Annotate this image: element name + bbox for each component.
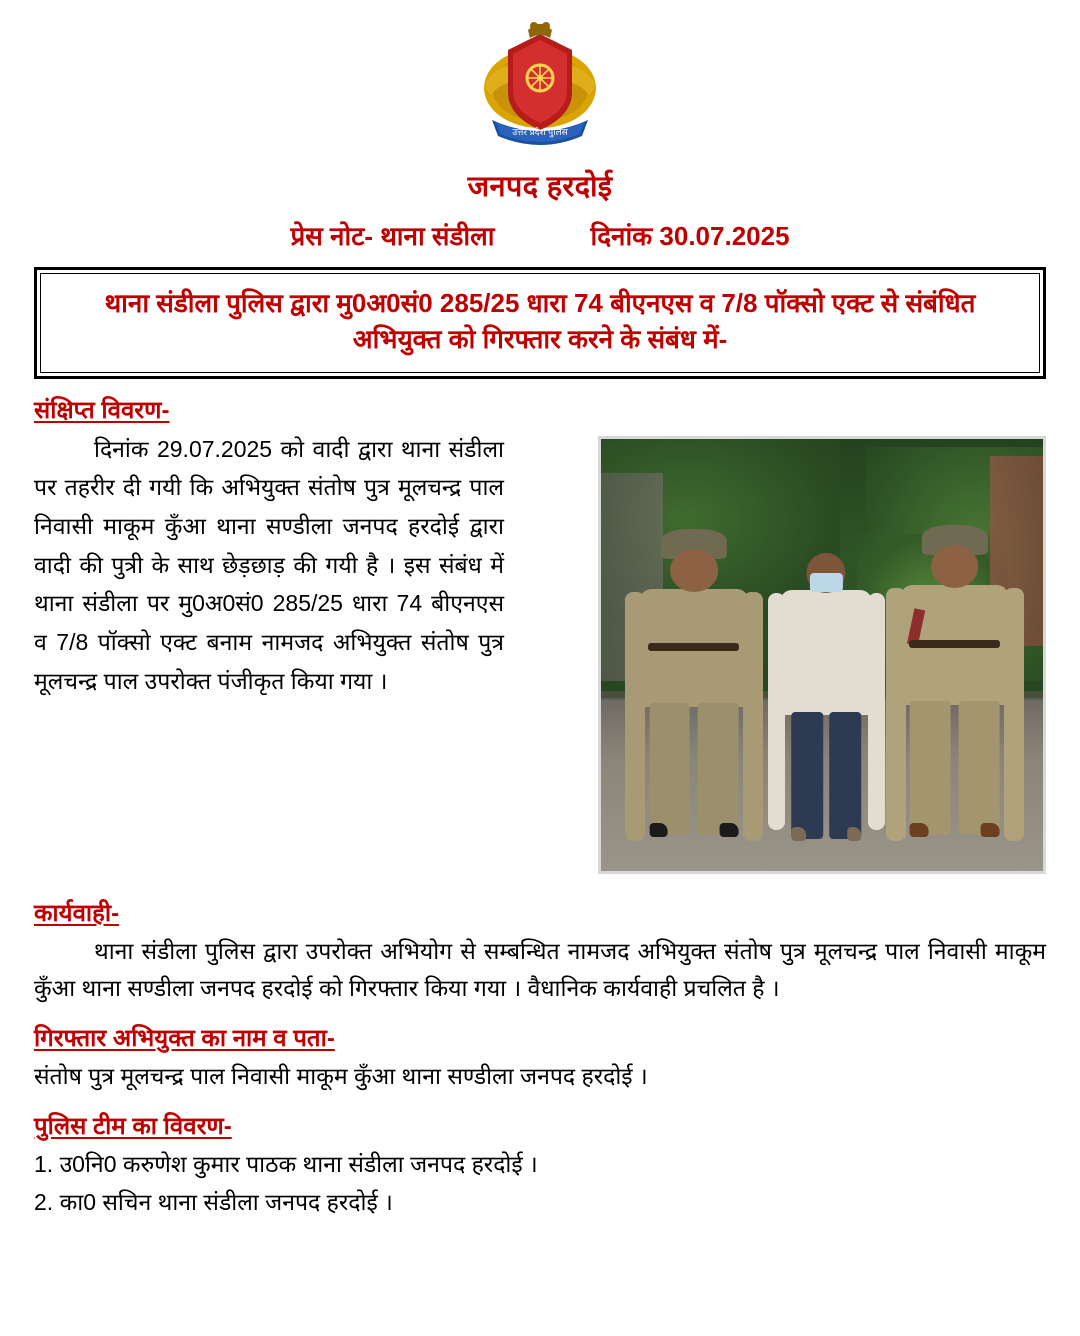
- headline-text: थाना संडीला पुलिस द्वारा मु0अ0सं0 285/25 धारा 74 बीएनएस व 7/8 पॉक्सो एक्ट से संबंधित अभियुक्त को गिरफ्तार करने के संबंध में-: [40, 273, 1040, 373]
- police-officer-left: [628, 529, 761, 857]
- police-team-list: [34, 1146, 1046, 1221]
- summary-section: [34, 393, 1046, 882]
- district-title: जनपद हरदोई: [467, 171, 613, 203]
- emblem-container: [34, 10, 1046, 164]
- arrest-photo: [598, 436, 1046, 874]
- summary-heading: संक्षिप्त विवरण-: [34, 396, 170, 424]
- action-heading: कार्यवाही-: [34, 899, 120, 927]
- team-heading: पुलिस टीम का विवरण-: [34, 1113, 232, 1141]
- header-subtitle-row: [34, 217, 1046, 253]
- arrested-heading: गिरफ्तार अभियुक्त का नाम व पता-: [34, 1025, 335, 1053]
- list-item: 2. का0 सचिन थाना संडीला जनपद हरदोई ।: [34, 1189, 393, 1216]
- accused-person: [769, 547, 884, 858]
- arrested-body: संतोष पुत्र मूलचन्द्र पाल निवासी माकूम कुँआ थाना सण्डीला जनपद हरदोई ।: [34, 1063, 648, 1090]
- face-mask-icon: [810, 573, 842, 592]
- police-officer-right: [888, 525, 1021, 858]
- svg-text:उत्तर प्रदेश पुलिस: उत्तर प्रदेश पुलिस: [512, 127, 568, 137]
- action-body: थाना संडीला पुलिस द्वारा उपरोक्त अभियोग से सम्बन्धित नामजद अभियुक्त संतोष पुत्र मूलचन्द्र पाल निवासी माकूम कुँआ थाना सण्डीला जनपद हरदोई को गिरफ्तार किया गया । वैधानिक कार्यवाही प्रचलित है ।: [34, 937, 1046, 1001]
- headline-box: [34, 267, 1046, 379]
- press-note-label: प्रेस नोट- थाना संडीला: [290, 221, 495, 251]
- up-police-emblem-icon: [474, 16, 606, 156]
- list-item: 1. उ0नि0 करुणेश कुमार पाठक थाना संडीला जनपद हरदोई ।: [34, 1151, 538, 1178]
- press-note-date: दिनांक 30.07.2025: [590, 221, 790, 251]
- summary-body: दिनांक 29.07.2025 को वादी द्वारा थाना संडीला पर तहरीर दी गयी कि अभियुक्त संतोष पुत्र मूलचन्द्र पाल निवासी माकूम कुँआ थाना सण्डीला जनपद हरदोई द्वारा वादी की पुत्री के साथ छेड़छाड़ की गयी है । इस संबंध में थाना संडीला पर मु0अ0सं0 285/25 धारा 74 बीएनएस व 7/8 पॉक्सो एक्ट बनाम नामजद अभियुक्त संतोष पुत्र मूलचन्द्र पाल उपरोक्त पंजीकृत किया गया ।: [34, 435, 504, 694]
